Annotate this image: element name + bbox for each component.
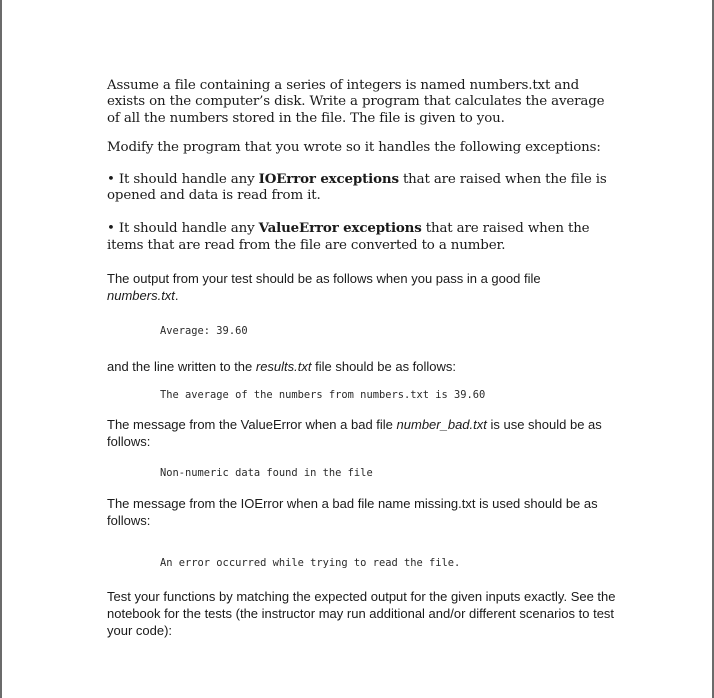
bullet-text-end: that are raised when the items that are read from the file are converted to a number. — [107, 221, 590, 253]
output-description-text: The output from your test should be as follows when you pass in a good file — [107, 271, 541, 287]
bullet-ioerror — [107, 171, 617, 205]
bullet-bold-term: ValueError exceptions — [258, 220, 422, 237]
bullet-valueerror — [107, 220, 617, 254]
assignment-document — [107, 78, 617, 639]
bullet-text-start: It should handle any — [114, 221, 259, 237]
valueerror-description — [107, 416, 617, 450]
code-average-output: Average: 39.60 — [160, 325, 248, 338]
code-results-line: The average of the numbers from numbers.txt is 39.60 — [160, 389, 486, 402]
code-ioerror-message: An error occurred while trying to read the file. — [160, 557, 461, 570]
ioerror-description: The message from the IOError when a bad file name missing.txt is used should be as follows: — [107, 496, 598, 529]
valueerror-text-end: is use should be as follows: — [107, 417, 602, 450]
results-text-start: and the line written to the — [107, 359, 256, 375]
modify-instruction: Modify the program that you wrote so it handles the following exceptions: — [107, 140, 601, 156]
bullet-marker: • — [107, 221, 115, 237]
intro-paragraph: Assume a file containing a series of integers is named numbers.txt and exists on the computer’s disk. Write a program that calculates the average of all the numbers stored in the file. The file is given to you. — [107, 78, 605, 126]
bullet-text-start: It should handle any — [114, 171, 259, 187]
bullet-marker: • — [107, 171, 115, 187]
bullet-text-end: that are raised when the file is opened and data is read from it. — [107, 171, 607, 204]
bullet-bold-term: IOError exceptions — [258, 170, 399, 187]
results-file-description — [107, 358, 617, 375]
valueerror-text-start: The message from the ValueError when a bad file — [107, 417, 397, 433]
test-instructions: Test your functions by matching the expected output for the given inputs exactly. See the notebook for the tests (the instructor may run additional and/or different scenarios to test your code): — [107, 589, 616, 639]
sentence-end: . — [174, 288, 179, 304]
page-border-left — [0, 0, 2, 698]
results-file-name: results.txt — [255, 359, 312, 375]
good-file-name: numbers.txt — [107, 288, 175, 304]
results-text-end: file should be as follows: — [311, 359, 457, 375]
output-description — [107, 270, 617, 304]
bad-file-name: number_bad.txt — [396, 417, 487, 433]
code-valueerror-message: Non-numeric data found in the file — [160, 467, 373, 480]
